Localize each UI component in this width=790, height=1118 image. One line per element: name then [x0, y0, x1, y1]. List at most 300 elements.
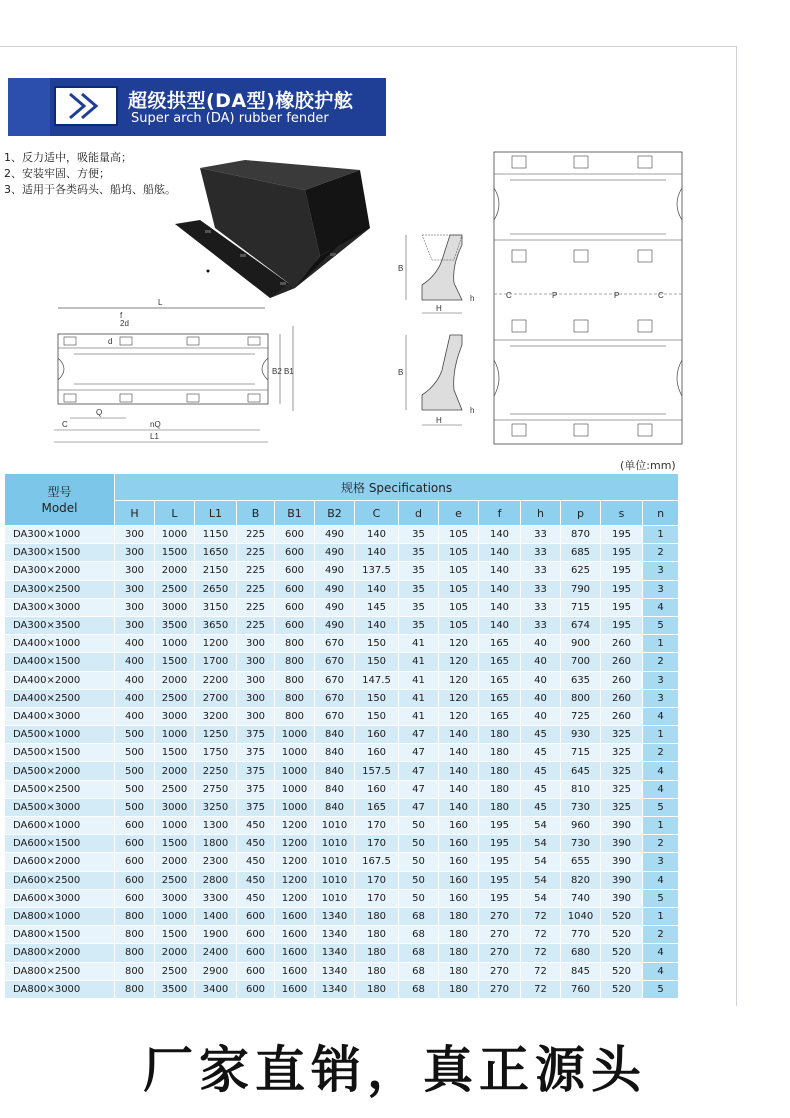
- table-cell: 820: [561, 871, 601, 889]
- table-cell: 490: [315, 616, 355, 634]
- table-cell: 2500: [155, 689, 195, 707]
- column-header: p: [561, 501, 601, 526]
- dim-label-B-bottom: B: [398, 368, 404, 377]
- table-cell: 140: [355, 580, 399, 598]
- table-cell: 1500: [155, 653, 195, 671]
- table-cell: 960: [561, 817, 601, 835]
- table-cell: 180: [355, 926, 399, 944]
- table-cell: 390: [601, 889, 643, 907]
- table-cell: 625: [561, 562, 601, 580]
- table-cell: 72: [521, 907, 561, 925]
- table-cell: 2500: [155, 580, 195, 598]
- table-row: [5, 889, 679, 907]
- table-cell: 195: [479, 871, 521, 889]
- table-cell: 140: [479, 616, 521, 634]
- dim-label-C: C: [62, 420, 68, 429]
- table-cell: 120: [439, 653, 479, 671]
- table-cell: 160: [439, 817, 479, 835]
- table-cell: 195: [601, 544, 643, 562]
- table-row: [5, 817, 679, 835]
- table-cell: 1010: [315, 853, 355, 871]
- table-cell: 147.5: [355, 671, 399, 689]
- table-cell: 33: [521, 598, 561, 616]
- table-cell: 35: [399, 598, 439, 616]
- table-cell: 3200: [195, 707, 237, 725]
- table-cell: 45: [521, 798, 561, 816]
- table-cell: 5: [643, 616, 679, 634]
- table-cell: 33: [521, 562, 561, 580]
- table-cell: 930: [561, 726, 601, 744]
- table-cell: 150: [355, 635, 399, 653]
- table-cell: 1500: [155, 744, 195, 762]
- table-cell: 800: [275, 635, 315, 653]
- table-cell: 50: [399, 853, 439, 871]
- table-cell: 40: [521, 671, 561, 689]
- table-cell: 180: [439, 907, 479, 925]
- table-cell: 225: [237, 544, 275, 562]
- table-row: [5, 526, 679, 544]
- model-cell: DA300×3000: [5, 598, 115, 616]
- table-cell: 4: [643, 871, 679, 889]
- table-cell: 195: [479, 889, 521, 907]
- table-cell: 300: [237, 653, 275, 671]
- table-cell: 180: [439, 944, 479, 962]
- page-subtitle: Super arch (DA) rubber fender: [131, 111, 329, 126]
- table-cell: 1000: [275, 780, 315, 798]
- table-cell: 1650: [195, 544, 237, 562]
- table-cell: 72: [521, 926, 561, 944]
- model-cell: DA400×1500: [5, 653, 115, 671]
- table-cell: 180: [439, 926, 479, 944]
- table-row: [5, 962, 679, 980]
- plan-label-C-right: C: [658, 291, 664, 300]
- table-cell: 4: [643, 944, 679, 962]
- table-cell: 225: [237, 526, 275, 544]
- table-cell: 1: [643, 526, 679, 544]
- table-cell: 2500: [155, 871, 195, 889]
- table-cell: 170: [355, 889, 399, 907]
- model-cell: DA800×3000: [5, 980, 115, 998]
- table-cell: 47: [399, 726, 439, 744]
- table-cell: 300: [237, 635, 275, 653]
- table-cell: 167.5: [355, 853, 399, 871]
- column-header: e: [439, 501, 479, 526]
- table-cell: 1300: [195, 817, 237, 835]
- slogan: 厂家直销，真正源头: [143, 1040, 647, 1099]
- table-cell: 2000: [155, 853, 195, 871]
- table-cell: 105: [439, 544, 479, 562]
- table-cell: 2200: [195, 671, 237, 689]
- table-cell: 160: [355, 744, 399, 762]
- table-cell: 2000: [155, 562, 195, 580]
- table-cell: 160: [355, 726, 399, 744]
- table-cell: 1040: [561, 907, 601, 925]
- table-cell: 170: [355, 871, 399, 889]
- model-cell: DA300×1500: [5, 544, 115, 562]
- table-cell: 800: [115, 980, 155, 998]
- table-cell: 150: [355, 653, 399, 671]
- table-cell: 1: [643, 907, 679, 925]
- table-cell: 180: [355, 907, 399, 925]
- table-row: [5, 835, 679, 853]
- table-cell: 1600: [275, 962, 315, 980]
- table-cell: 160: [355, 780, 399, 798]
- model-cell: DA600×1500: [5, 835, 115, 853]
- table-cell: 400: [115, 671, 155, 689]
- table-cell: 105: [439, 616, 479, 634]
- table-cell: 5: [643, 798, 679, 816]
- table-cell: 68: [399, 962, 439, 980]
- table-cell: 165: [479, 707, 521, 725]
- table-cell: 520: [601, 926, 643, 944]
- table-row: [5, 762, 679, 780]
- table-cell: 800: [115, 962, 155, 980]
- table-cell: 160: [439, 853, 479, 871]
- table-cell: 300: [115, 544, 155, 562]
- table-cell: 4: [643, 962, 679, 980]
- table-cell: 2500: [155, 962, 195, 980]
- table-cell: 600: [115, 853, 155, 871]
- dim-label-f: f: [120, 311, 123, 320]
- table-cell: 105: [439, 526, 479, 544]
- dim-label-H-top: H: [436, 304, 442, 313]
- header-banner: [8, 78, 386, 136]
- unit-note: (单位:mm): [620, 459, 676, 472]
- table-cell: 520: [601, 944, 643, 962]
- dim-label-h-top: h: [470, 294, 475, 303]
- dim-label-B-top: B: [398, 264, 404, 273]
- table-cell: 140: [439, 726, 479, 744]
- feature-item: 2、安装牢固、方便；: [4, 167, 110, 180]
- table-cell: 730: [561, 798, 601, 816]
- table-cell: 1000: [155, 726, 195, 744]
- table-cell: 600: [115, 817, 155, 835]
- table-cell: 105: [439, 598, 479, 616]
- table-cell: 50: [399, 871, 439, 889]
- table-cell: 3000: [155, 707, 195, 725]
- table-cell: 72: [521, 962, 561, 980]
- table-row: [5, 562, 679, 580]
- column-header: H: [115, 501, 155, 526]
- table-cell: 1500: [155, 926, 195, 944]
- model-cell: DA300×1000: [5, 526, 115, 544]
- table-cell: 50: [399, 835, 439, 853]
- column-header: s: [601, 501, 643, 526]
- feature-item: 3、适用于各类码头、船坞、船舷。: [4, 183, 176, 196]
- table-cell: 3250: [195, 798, 237, 816]
- table-cell: 1: [643, 726, 679, 744]
- table-cell: 54: [521, 817, 561, 835]
- model-cell: DA800×1500: [5, 926, 115, 944]
- table-cell: 41: [399, 653, 439, 671]
- table-cell: 33: [521, 526, 561, 544]
- table-cell: 390: [601, 835, 643, 853]
- table-cell: 145: [355, 598, 399, 616]
- table-cell: 845: [561, 962, 601, 980]
- column-header: B2: [315, 501, 355, 526]
- table-cell: 600: [275, 616, 315, 634]
- column-header: L: [155, 501, 195, 526]
- table-cell: 180: [479, 780, 521, 798]
- table-row: [5, 726, 679, 744]
- model-header-en: Model: [41, 500, 78, 515]
- table-cell: 180: [479, 744, 521, 762]
- table-cell: 68: [399, 980, 439, 998]
- table-cell: 140: [439, 762, 479, 780]
- table-cell: 120: [439, 671, 479, 689]
- table-row: [5, 707, 679, 725]
- dim-label-B1: B1: [284, 367, 294, 376]
- spec-header: 规格 Specifications: [115, 474, 679, 501]
- table-cell: 840: [315, 780, 355, 798]
- table-cell: 1010: [315, 889, 355, 907]
- table-cell: 770: [561, 926, 601, 944]
- table-cell: 3500: [155, 616, 195, 634]
- table-cell: 120: [439, 635, 479, 653]
- table-cell: 670: [315, 653, 355, 671]
- table-cell: 180: [479, 798, 521, 816]
- table-cell: 54: [521, 853, 561, 871]
- table-row: [5, 671, 679, 689]
- table-row: [5, 926, 679, 944]
- fender-product-image: [170, 158, 380, 308]
- table-cell: 1250: [195, 726, 237, 744]
- table-cell: 375: [237, 726, 275, 744]
- dim-label-Q: Q: [96, 408, 103, 417]
- table-cell: 1340: [315, 926, 355, 944]
- model-cell: DA400×3000: [5, 707, 115, 725]
- model-cell: DA500×1500: [5, 744, 115, 762]
- table-cell: 1: [643, 635, 679, 653]
- table-cell: 41: [399, 671, 439, 689]
- page-title: 超级拱型(DA型)橡胶护舷: [128, 90, 354, 112]
- dim-label-L1: L1: [150, 432, 159, 441]
- table-cell: 1010: [315, 817, 355, 835]
- table-cell: 1600: [275, 980, 315, 998]
- table-cell: 800: [275, 653, 315, 671]
- table-cell: 40: [521, 635, 561, 653]
- table-cell: 3: [643, 562, 679, 580]
- table-cell: 54: [521, 871, 561, 889]
- table-cell: 840: [315, 726, 355, 744]
- model-cell: DA300×2500: [5, 580, 115, 598]
- table-cell: 140: [355, 616, 399, 634]
- table-cell: 1900: [195, 926, 237, 944]
- table-cell: 1340: [315, 944, 355, 962]
- table-cell: 54: [521, 835, 561, 853]
- feature-list: [4, 150, 176, 198]
- model-header-cn: 型号: [47, 484, 72, 499]
- table-cell: 300: [115, 580, 155, 598]
- table-cell: 3150: [195, 598, 237, 616]
- table-cell: 1800: [195, 835, 237, 853]
- table-cell: 2650: [195, 580, 237, 598]
- table-cell: 300: [115, 526, 155, 544]
- table-cell: 600: [237, 926, 275, 944]
- table-cell: 2: [643, 544, 679, 562]
- plan-label-P-right: P: [614, 291, 620, 300]
- table-cell: 300: [237, 707, 275, 725]
- table-cell: 1200: [275, 871, 315, 889]
- table-cell: 300: [237, 689, 275, 707]
- table-cell: 520: [601, 962, 643, 980]
- table-cell: 2750: [195, 780, 237, 798]
- table-cell: 1000: [155, 907, 195, 925]
- table-cell: 2: [643, 926, 679, 944]
- table-cell: 40: [521, 653, 561, 671]
- table-cell: 600: [275, 598, 315, 616]
- table-cell: 140: [479, 580, 521, 598]
- table-cell: 670: [315, 671, 355, 689]
- dim-label-2d: 2d: [120, 319, 129, 328]
- table-cell: 600: [115, 835, 155, 853]
- table-cell: 68: [399, 907, 439, 925]
- table-cell: 33: [521, 580, 561, 598]
- table-cell: 54: [521, 889, 561, 907]
- table-cell: 1000: [275, 762, 315, 780]
- table-cell: 450: [237, 889, 275, 907]
- table-cell: 800: [275, 707, 315, 725]
- table-row: [5, 744, 679, 762]
- spec-table: [4, 473, 679, 999]
- table-cell: 195: [479, 835, 521, 853]
- table-cell: 2500: [155, 780, 195, 798]
- table-row: [5, 635, 679, 653]
- table-cell: 140: [355, 526, 399, 544]
- table-cell: 160: [439, 871, 479, 889]
- table-cell: 325: [601, 762, 643, 780]
- model-cell: DA600×2500: [5, 871, 115, 889]
- table-cell: 50: [399, 817, 439, 835]
- table-cell: 680: [561, 944, 601, 962]
- model-cell: DA800×2000: [5, 944, 115, 962]
- table-cell: 270: [479, 926, 521, 944]
- table-cell: 300: [237, 671, 275, 689]
- table-cell: 1500: [155, 835, 195, 853]
- table-cell: 600: [275, 580, 315, 598]
- table-cell: 655: [561, 853, 601, 871]
- table-cell: 1000: [275, 726, 315, 744]
- table-cell: 160: [439, 835, 479, 853]
- table-cell: 41: [399, 635, 439, 653]
- table-cell: 68: [399, 926, 439, 944]
- column-header: h: [521, 501, 561, 526]
- table-cell: 500: [115, 744, 155, 762]
- table-cell: 670: [315, 707, 355, 725]
- table-cell: 2: [643, 653, 679, 671]
- table-cell: 180: [355, 980, 399, 998]
- column-header: C: [355, 501, 399, 526]
- table-cell: 35: [399, 580, 439, 598]
- table-cell: 840: [315, 762, 355, 780]
- table-cell: 5: [643, 980, 679, 998]
- table-cell: 1000: [155, 817, 195, 835]
- table-cell: 140: [479, 562, 521, 580]
- table-cell: 1600: [275, 944, 315, 962]
- table-cell: 4: [643, 780, 679, 798]
- table-cell: 2150: [195, 562, 237, 580]
- table-cell: 260: [601, 635, 643, 653]
- table-cell: 47: [399, 744, 439, 762]
- table-cell: 390: [601, 871, 643, 889]
- table-cell: 260: [601, 671, 643, 689]
- table-cell: 140: [355, 544, 399, 562]
- table-cell: 1010: [315, 835, 355, 853]
- dim-label-nQ: nQ: [150, 420, 161, 429]
- table-cell: 375: [237, 798, 275, 816]
- table-cell: 1340: [315, 980, 355, 998]
- table-cell: 840: [315, 744, 355, 762]
- table-cell: 2: [643, 744, 679, 762]
- fender-plan-drawing: [490, 148, 690, 448]
- table-cell: 3650: [195, 616, 237, 634]
- table-cell: 400: [115, 653, 155, 671]
- table-cell: 1200: [275, 835, 315, 853]
- table-cell: 140: [479, 526, 521, 544]
- table-cell: 47: [399, 798, 439, 816]
- table-row: [5, 944, 679, 962]
- table-cell: 2900: [195, 962, 237, 980]
- table-cell: 35: [399, 526, 439, 544]
- table-cell: 390: [601, 853, 643, 871]
- table-cell: 375: [237, 780, 275, 798]
- table-cell: 195: [479, 853, 521, 871]
- table-cell: 35: [399, 616, 439, 634]
- table-cell: 300: [115, 616, 155, 634]
- table-cell: 300: [115, 562, 155, 580]
- table-cell: 325: [601, 726, 643, 744]
- table-cell: 450: [237, 853, 275, 871]
- model-cell: DA400×1000: [5, 635, 115, 653]
- table-cell: 72: [521, 944, 561, 962]
- table-cell: 105: [439, 580, 479, 598]
- table-cell: 600: [275, 544, 315, 562]
- table-cell: 165: [479, 689, 521, 707]
- table-cell: 670: [315, 689, 355, 707]
- table-cell: 600: [237, 962, 275, 980]
- table-cell: 790: [561, 580, 601, 598]
- table-cell: 490: [315, 562, 355, 580]
- model-cell: DA500×3000: [5, 798, 115, 816]
- table-cell: 490: [315, 598, 355, 616]
- table-cell: 600: [275, 526, 315, 544]
- table-row: [5, 616, 679, 634]
- dim-label-d: d: [108, 337, 113, 346]
- table-cell: 600: [115, 889, 155, 907]
- table-cell: 600: [115, 871, 155, 889]
- table-cell: 490: [315, 526, 355, 544]
- table-cell: 375: [237, 762, 275, 780]
- table-cell: 180: [439, 980, 479, 998]
- table-cell: 33: [521, 616, 561, 634]
- table-cell: 1000: [155, 526, 195, 544]
- table-cell: 810: [561, 780, 601, 798]
- table-cell: 120: [439, 707, 479, 725]
- table-cell: 2000: [155, 944, 195, 962]
- model-cell: DA600×2000: [5, 853, 115, 871]
- table-cell: 3: [643, 853, 679, 871]
- table-cell: 325: [601, 780, 643, 798]
- table-cell: 1200: [195, 635, 237, 653]
- table-cell: 840: [315, 798, 355, 816]
- table-cell: 400: [115, 689, 155, 707]
- table-cell: 180: [439, 962, 479, 980]
- column-header: L1: [195, 501, 237, 526]
- table-cell: 1150: [195, 526, 237, 544]
- table-cell: 800: [275, 671, 315, 689]
- table-cell: 520: [601, 980, 643, 998]
- table-cell: 1200: [275, 817, 315, 835]
